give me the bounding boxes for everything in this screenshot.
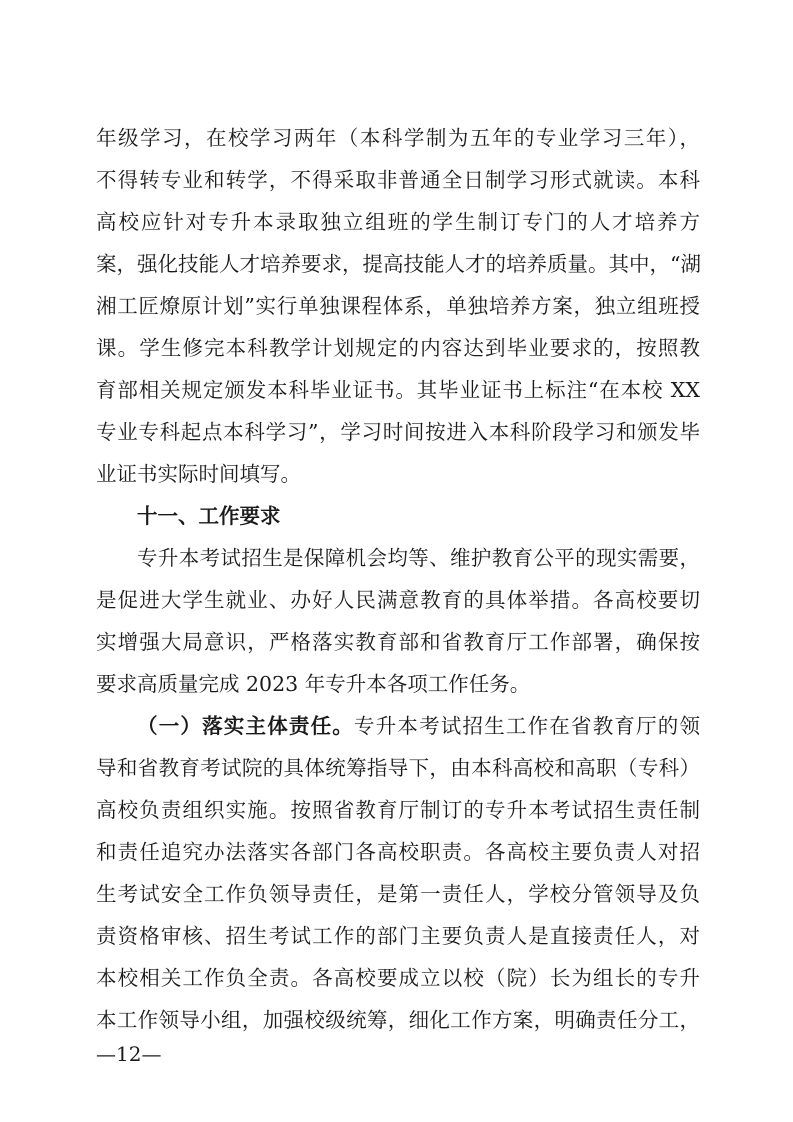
paragraph-line: 要求高质量完成 2023 年专升本各项工作任务。 (96, 672, 531, 696)
paragraph-line: 是促进大学生就业、办好人民满意教育的具体举措。各高校要切 (96, 588, 700, 612)
paragraph-line: 育部相关规定颁发本科毕业证书。其毕业证书上标注“在本校 XX (96, 378, 700, 402)
paragraph-line: 实增强大局意识，严格落实教育部和省教育厅工作部署，确保按 (96, 630, 700, 654)
paragraph-first-line (137, 708, 700, 744)
paragraph-line: 生考试安全工作负领导责任，是第一责任人，学校分管领导及负 (96, 882, 700, 906)
paragraph-line: 本校相关工作负全责。各高校要成立以校（院）长为组长的专升 (96, 966, 700, 990)
subsection-lead: （一）落实主体责任。 (137, 714, 354, 738)
paragraph-line: 不得转专业和转学，不得采取非普通全日制学习形式就读。本科 (96, 168, 700, 192)
paragraph-line: 案，强化技能人才培养要求，提高技能人才的培养质量。其中，“湖 (96, 252, 701, 276)
paragraph-line: 高校负责组织实施。按照省教育厅制订的专升本考试招生责任制 (96, 798, 700, 822)
paragraph-line: 专业专科起点本科学习”，学习时间按进入本科阶段学习和颁发毕 (96, 420, 700, 444)
paragraph-line: 湘工匠燎原计划”实行单独课程体系，单独培养方案，独立组班授 (96, 294, 700, 318)
paragraph-text: 专升本考试招生工作在省教育厅的领 (354, 714, 700, 738)
page-number: —12— (96, 1042, 162, 1066)
paragraph-line: 责资格审核、招生考试工作的部门主要负责人是直接责任人，对 (96, 924, 700, 948)
paragraph-line: 本工作领导小组，加强校级统筹，细化工作方案，明确责任分工， (96, 1008, 700, 1032)
section-heading: 十一、工作要求 (137, 504, 281, 528)
paragraph-line: 课。学生修完本科教学计划规定的内容达到毕业要求的，按照教 (96, 336, 700, 360)
paragraph-line: 和责任追究办法落实各部门各高校职责。各高校主要负责人对招 (96, 840, 700, 864)
paragraph-line: 专升本考试招生是保障机会均等、维护教育公平的现实需要， (137, 546, 700, 570)
paragraph-line: 高校应针对专升本录取独立组班的学生制订专门的人才培养方 (96, 210, 700, 234)
paragraph-line: 业证书实际时间填写。 (96, 462, 301, 486)
paragraph-line: 导和省教育考试院的具体统筹指导下，由本科高校和高职（专科） (96, 756, 700, 780)
paragraph-line: 年级学习，在校学习两年（本科学制为五年的专业学习三年）， (96, 126, 700, 150)
